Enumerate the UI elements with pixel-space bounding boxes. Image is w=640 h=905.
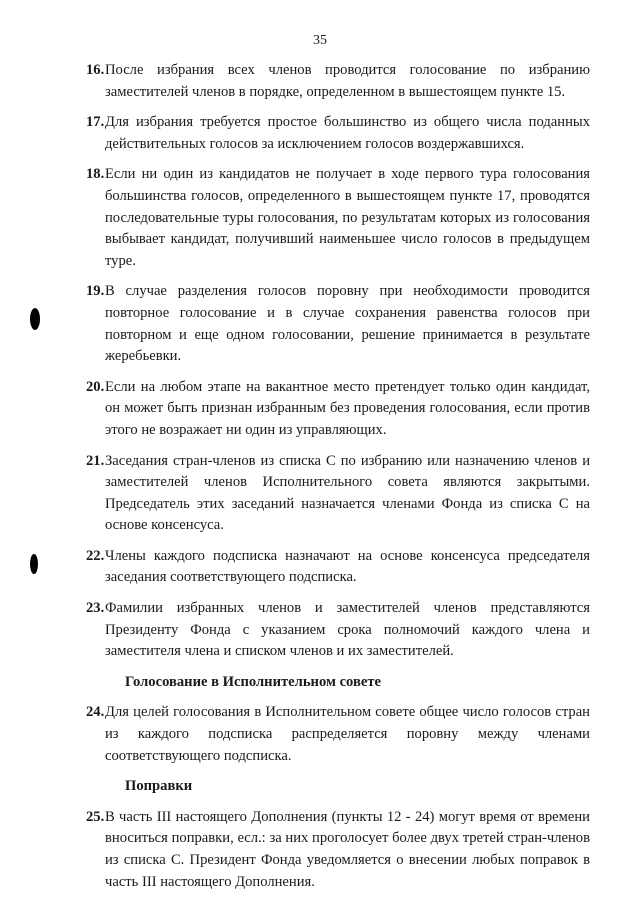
paragraph-text: После избрания всех членов проводится голосование по избранию заместителей членов в порядке, определенном в вышестоящем пункте 15.: [105, 62, 590, 100]
paragraph-number: 20.: [86, 378, 105, 395]
paragraph-number: 17.: [86, 114, 105, 131]
paragraph-text: В случае разделения голосов поровну при необходимости проводится повторное голосование и в случае сохранения равенства голосов при повторном и еще одном голосовании, решение принимается в результате жеребьевки.: [105, 283, 590, 365]
paragraph-22: [86, 546, 590, 589]
paragraph-16: [86, 60, 590, 103]
paragraph-25: [86, 807, 590, 893]
paragraph-number: 16.: [86, 62, 105, 78]
paragraph-text: Если на любом этапе на вакантное место претендует только один кандидат, он может быть признан избранным без проведения голосования, если против этого не возражает ни один из управляющих.: [105, 378, 590, 438]
punch-hole-mark: [30, 308, 40, 330]
section-heading-voting: Голосование в Исполнительном совете: [125, 673, 381, 690]
document-body: [86, 60, 590, 902]
paragraph-17: [86, 112, 590, 155]
paragraph-text: Члены каждого подсписка назначают на основе консенсуса председателя заседания соответствующего подсписка.: [105, 547, 590, 586]
paragraph-number: 18.: [86, 166, 105, 183]
paragraph-number: 21.: [86, 452, 105, 469]
paragraph-23: [86, 598, 590, 663]
paragraph-number: 19.: [86, 283, 105, 300]
paragraph-number: 23.: [86, 600, 105, 617]
paragraph-number: 22.: [86, 547, 105, 564]
paragraph-18: [86, 164, 590, 272]
paragraph-text: Заседания стран-членов из списка С по избранию или назначению членов и заместителей членов Исполнительного совета являются закрытыми. Председатель этих заседаний назначается членами Фонда из списка С на основе консенсуса.: [105, 452, 590, 534]
paragraph-text: Фамилии избранных членов и заместителей членов представляются Президенту Фонда с указанием срока полномочий каждого члена и заместителя члена и списком членов и их заместителей.: [105, 600, 590, 660]
paragraph-text: Для избрания требуется простое большинство из общего числа поданных действительных голосов за исключением голосов воздержавшихся.: [105, 114, 590, 152]
paragraph-number: 24.: [86, 704, 105, 721]
paragraph-number: 25.: [86, 808, 105, 825]
paragraph-text: В часть III настоящего Дополнения (пункты 12 - 24) могут время от времени вноситься поправки, есл.: за них проголосует более двух третей стран-членов из списка С. Президент Фонда уведомляется о внесении любых поправок в часть III настоящего Дополнения.: [105, 808, 590, 890]
paragraph-19: [86, 281, 590, 367]
punch-hole-mark: [30, 554, 38, 574]
page-number: 35: [313, 33, 327, 48]
paragraph-24: [86, 702, 590, 767]
paragraph-20: [86, 377, 590, 442]
paragraph-21: [86, 451, 590, 537]
paragraph-text: Если ни один из кандидатов не получает в ходе первого тура голосования большинства голосов, определенного в вышестоящем пункте 17, проводятся последовательные туры голосования, по результатам которых из голосования выбывает кандидат, получивший наименьшее число голосов в предыдущем туре.: [105, 166, 590, 269]
paragraph-text: Для целей голосования в Исполнительном совете общее число голосов стран из каждого подсписка распределяется поровну между членами соответствующего подсписка.: [105, 704, 590, 764]
section-heading-amendments: Поправки: [125, 778, 193, 795]
